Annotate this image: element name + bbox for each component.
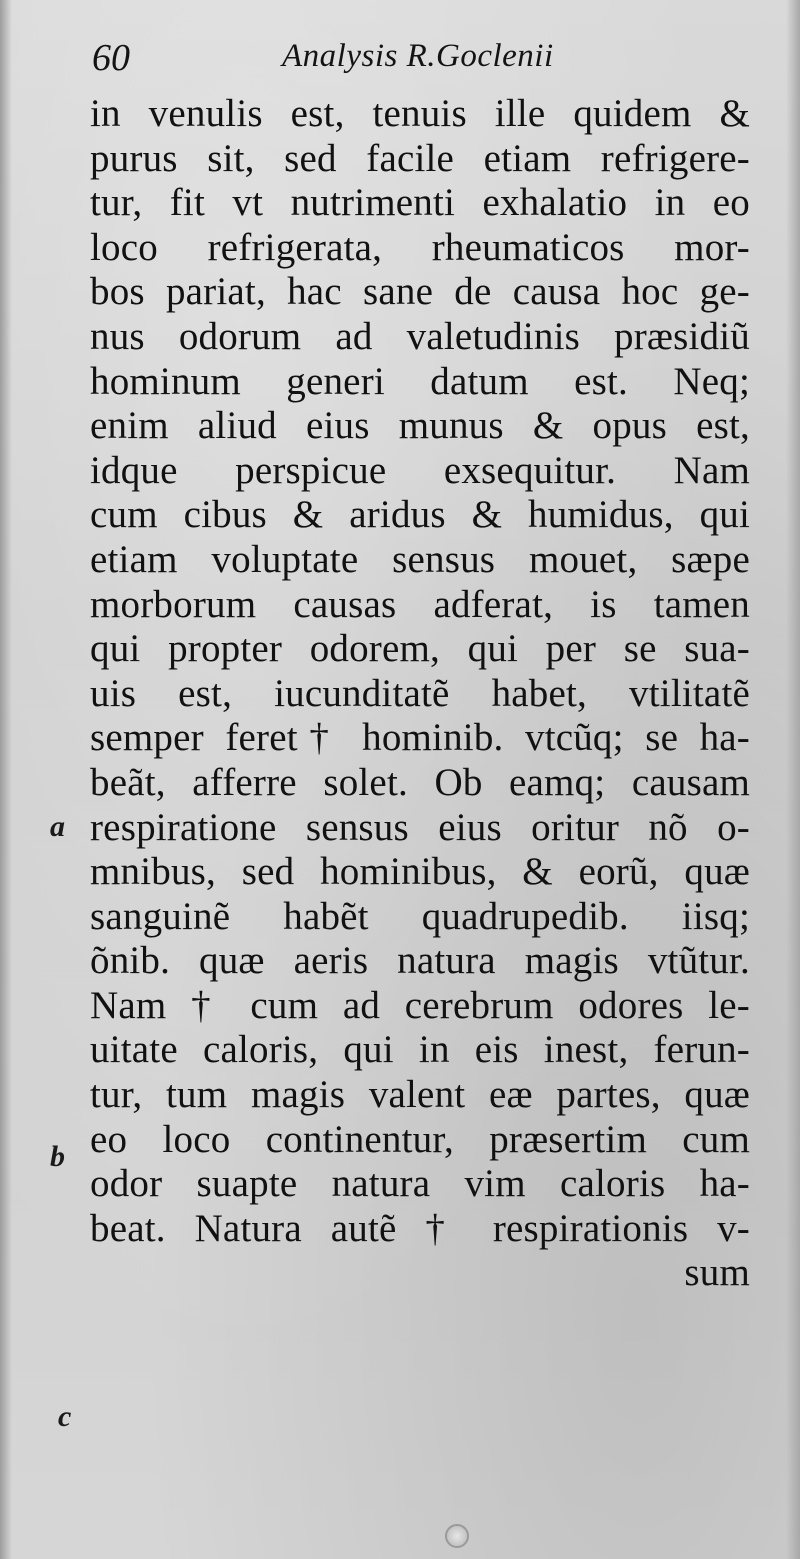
page-edge-shadow-right [786, 0, 800, 1559]
text-line: semper feret† hominib. vtcũq; se ha- [90, 716, 750, 760]
text-line: cum cibus & aridus & humidus, qui [90, 493, 750, 537]
text-line: loco refrigerata, rheumaticos mor- [90, 225, 750, 269]
text-line: uis est, iucunditatẽ habet, vtilitatẽ [90, 671, 750, 715]
text-line: hominum generi datum est. Neq; [90, 359, 750, 403]
text-line: beat. Natura autẽ † respirationis v- [90, 1206, 750, 1250]
text-line: mnibus, sed hominibus, & eorũ, quæ [90, 850, 750, 894]
margin-note-a: a [50, 810, 65, 843]
margin-note-c: c [58, 1400, 72, 1433]
text-line: nus odorum ad valetudinis præsidiũ [90, 314, 750, 358]
text-line: respiratione sensus eius oritur nõ o- [90, 805, 750, 849]
text-line: enim aliud eius munus & opus est, [90, 404, 750, 448]
margin-note-b: b [50, 1140, 65, 1173]
text-line: sanguinẽ habẽt quadrupedib. iisq; [90, 894, 750, 938]
text-line: in venulis est, tenuis ille quidem & [90, 92, 750, 135]
catchword: sum [684, 1251, 750, 1295]
page-header [92, 36, 712, 86]
text-line: purus sit, sed facile etiam refrigere- [90, 136, 750, 180]
text-line: uitate caloris, qui in eis inest, ferun- [90, 1028, 750, 1072]
page-edge-shadow-left [0, 0, 12, 1559]
text-line: eo loco continentur, præsertim cum [90, 1117, 750, 1161]
text-line: bos pariat, hac sane de causa hoc ge- [90, 270, 750, 314]
text-line: idque perspicue exsequitur. Nam [90, 448, 750, 492]
running-head: Analysis R.Goclenii [282, 38, 554, 74]
text-line: qui propter odorem, qui per se sua- [90, 627, 750, 671]
text-line: etiam voluptate sensus mouet, sæpe [90, 537, 750, 581]
text-line: tur, tum magis valent eæ partes, quæ [90, 1073, 750, 1117]
page-number: 60 [92, 37, 130, 79]
text-line: õnib. quæ aeris natura magis vtũtur. [90, 939, 750, 983]
text-line: morborum causas adferat, is tamen [90, 582, 750, 626]
text-line: beãt, afferre solet. Ob eamq; causam [90, 760, 750, 804]
text-line: tur, fit vt nutrimenti exhalatio in eo [90, 181, 750, 225]
text-line: odor suapte natura vim caloris ha- [90, 1162, 750, 1206]
page-blemish [445, 1524, 469, 1548]
text-line: Nam † cum ad cerebrum odores le- [90, 983, 750, 1027]
body-text [90, 92, 750, 1296]
